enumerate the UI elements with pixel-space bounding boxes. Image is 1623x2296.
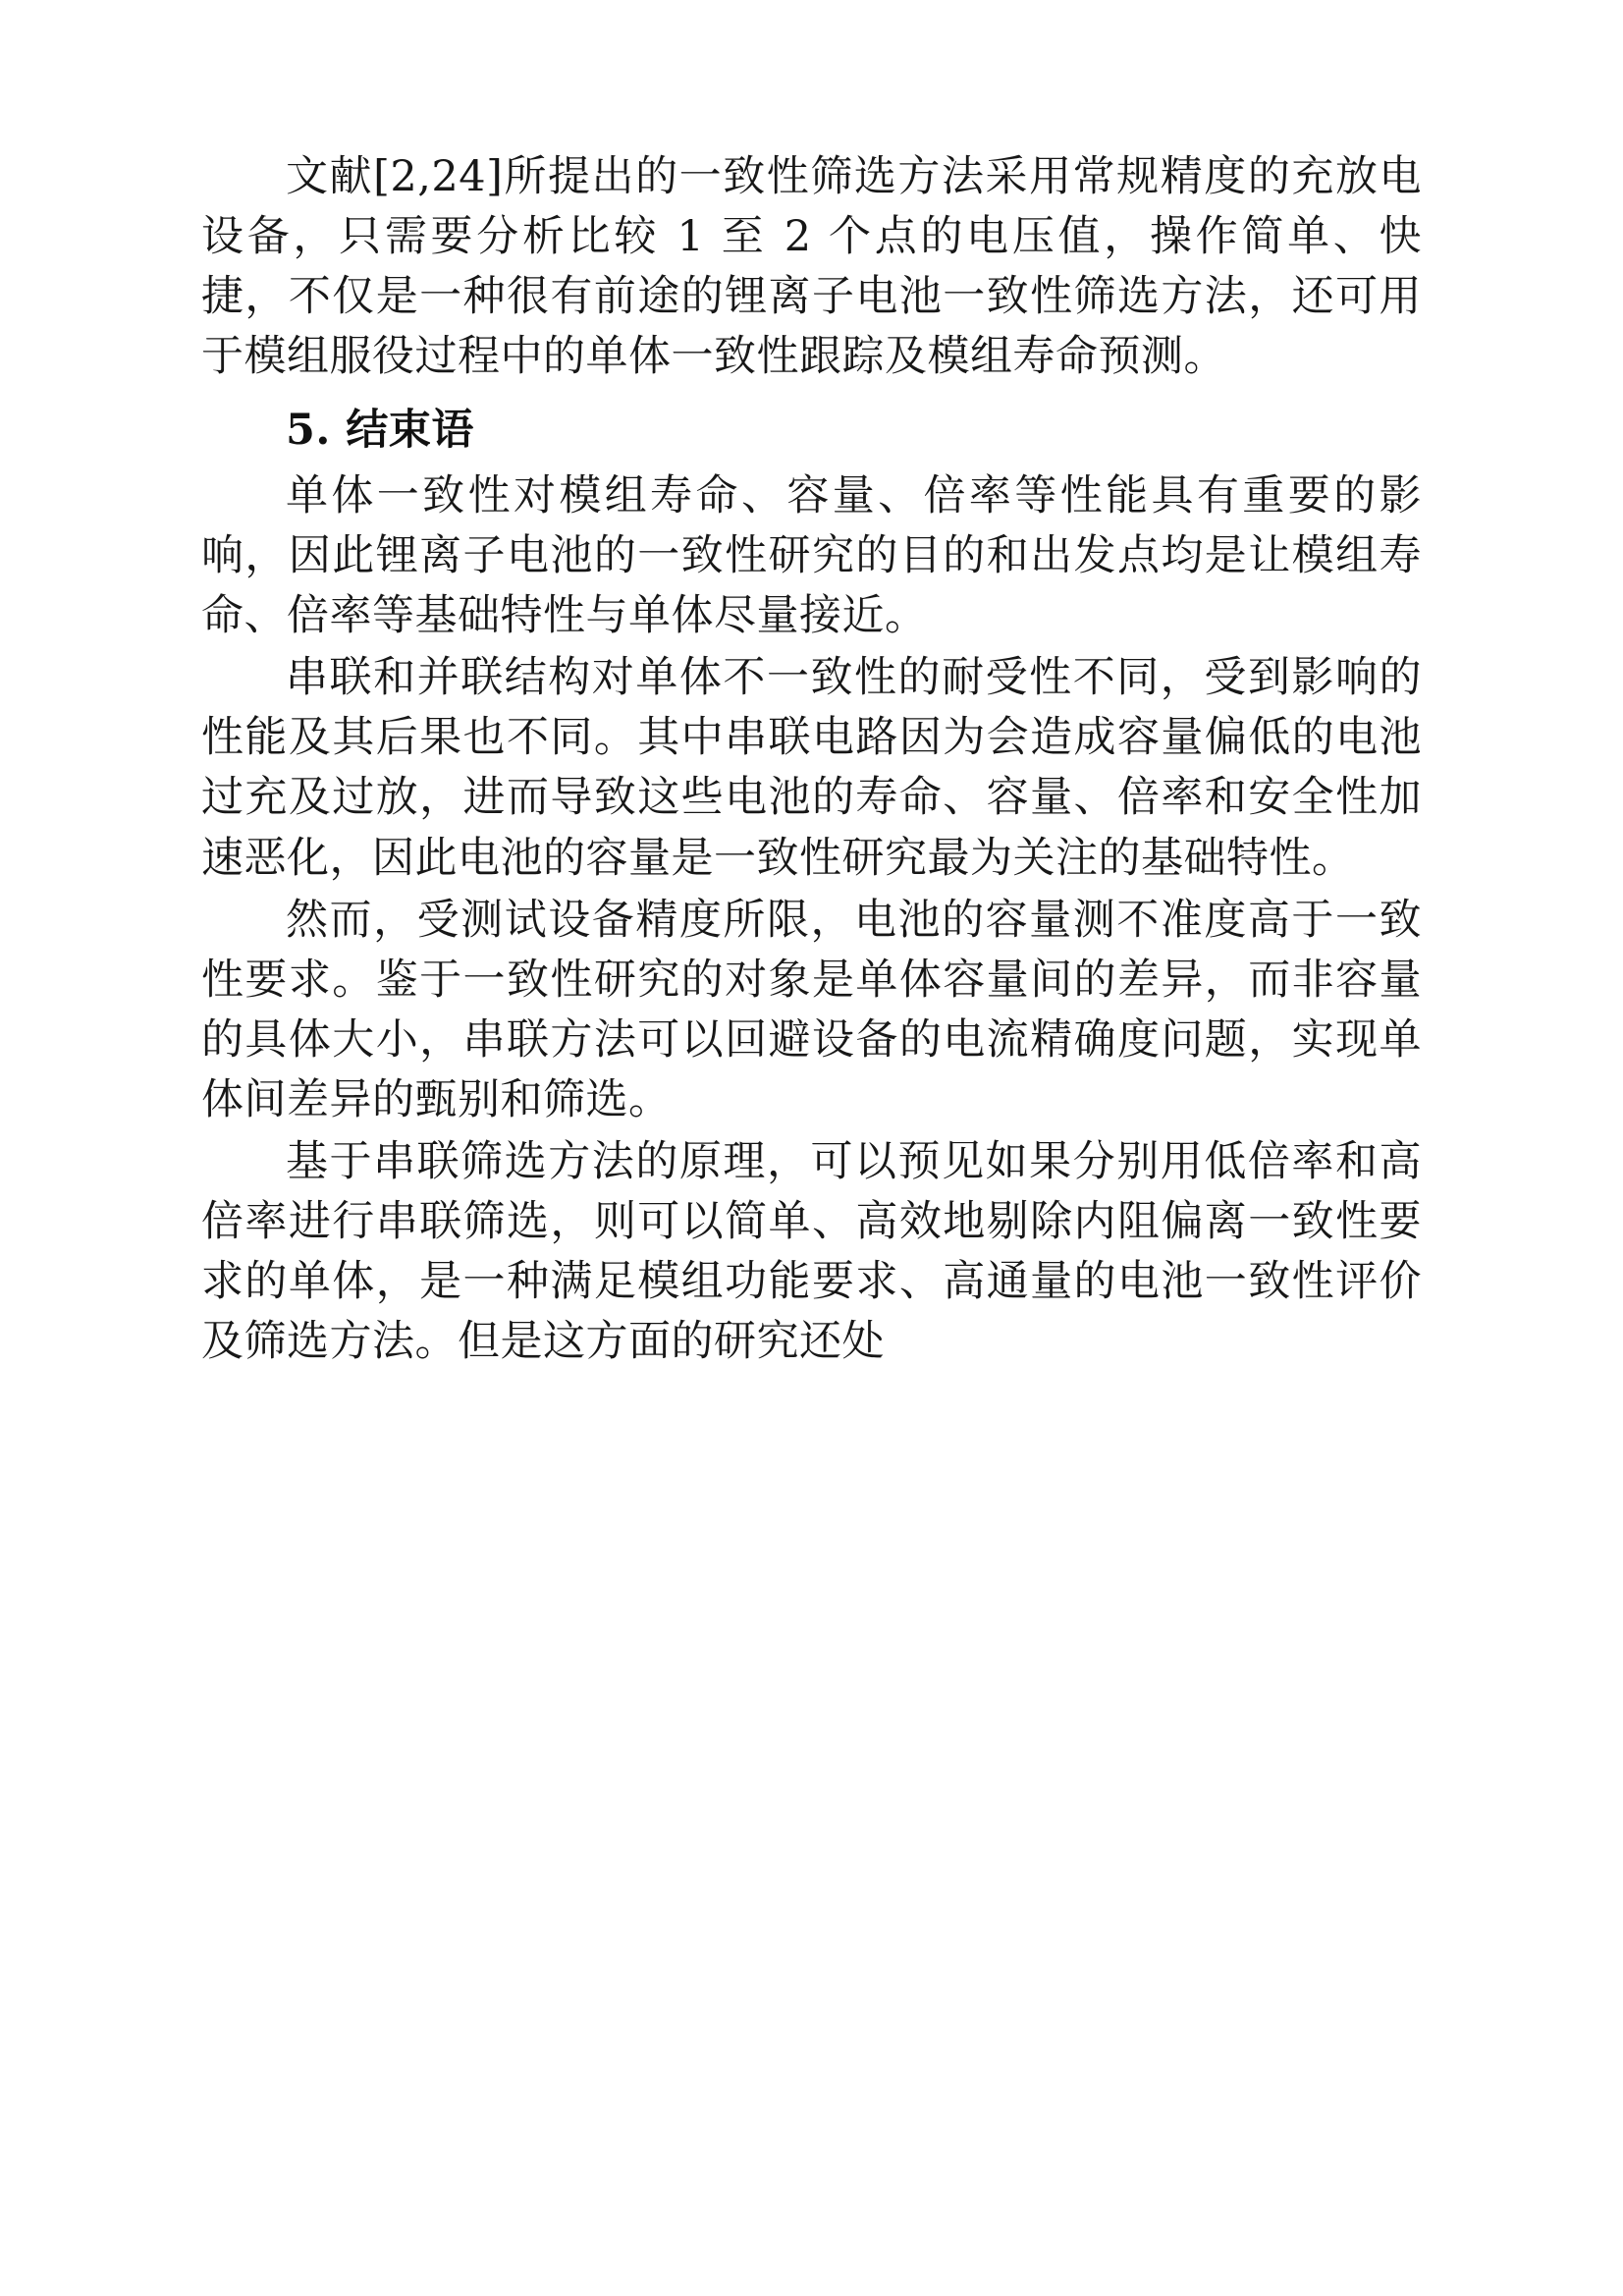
paragraph-series-parallel: 串联和并联结构对单体不一致性的耐受性不同，受到影响的性能及其后果也不同。其中串联电路因为会造成容量偏低的电池过充及过放，进而导致这些电池的寿命、容量、倍率和安全性加速恶化，因此电池的容量是一致性研究最为关注的基础特性。	[201, 653, 1422, 883]
paragraph-measurement-accuracy: 然而，受测试设备精度所限，电池的容量测不准度高于一致性要求。鉴于一致性研究的对象是单体容量间的差异，而非容量的具体大小，串联方法可以回避设备的电流精确度问题，实现单体间差异的甄别和筛选。	[201, 895, 1422, 1124]
section-heading-conclusion: 5. 结束语	[286, 406, 474, 456]
document-body	[201, 147, 1422, 1372]
paragraph-screening-method: 文献[2,24]所提出的一致性筛选方法采用常规精度的充放电设备，只需要分析比较 1 至 2 个点的电压值，操作简单、快捷，不仅是一种很有前途的锂离子电池一致性筛选方法，还可用于模组服役过程中的单体一致性跟踪及模组寿命预测。	[201, 152, 1422, 382]
paragraph-series-screening-outlook: 基于串联筛选方法的原理，可以预见如果分别用低倍率和高倍率进行串联筛选，则可以简单、高效地剔除内阻偏离一致性要求的单体，是一种满足模组功能要求、高通量的电池一致性评价及筛选方法。但是这方面的研究还处	[201, 1136, 1422, 1366]
paragraph-consistency-influence: 单体一致性对模组寿命、容量、倍率等性能具有重要的影响，因此锂离子电池的一致性研究的目的和出发点均是让模组寿命、倍率等基础特性与单体尽量接近。	[201, 471, 1422, 641]
